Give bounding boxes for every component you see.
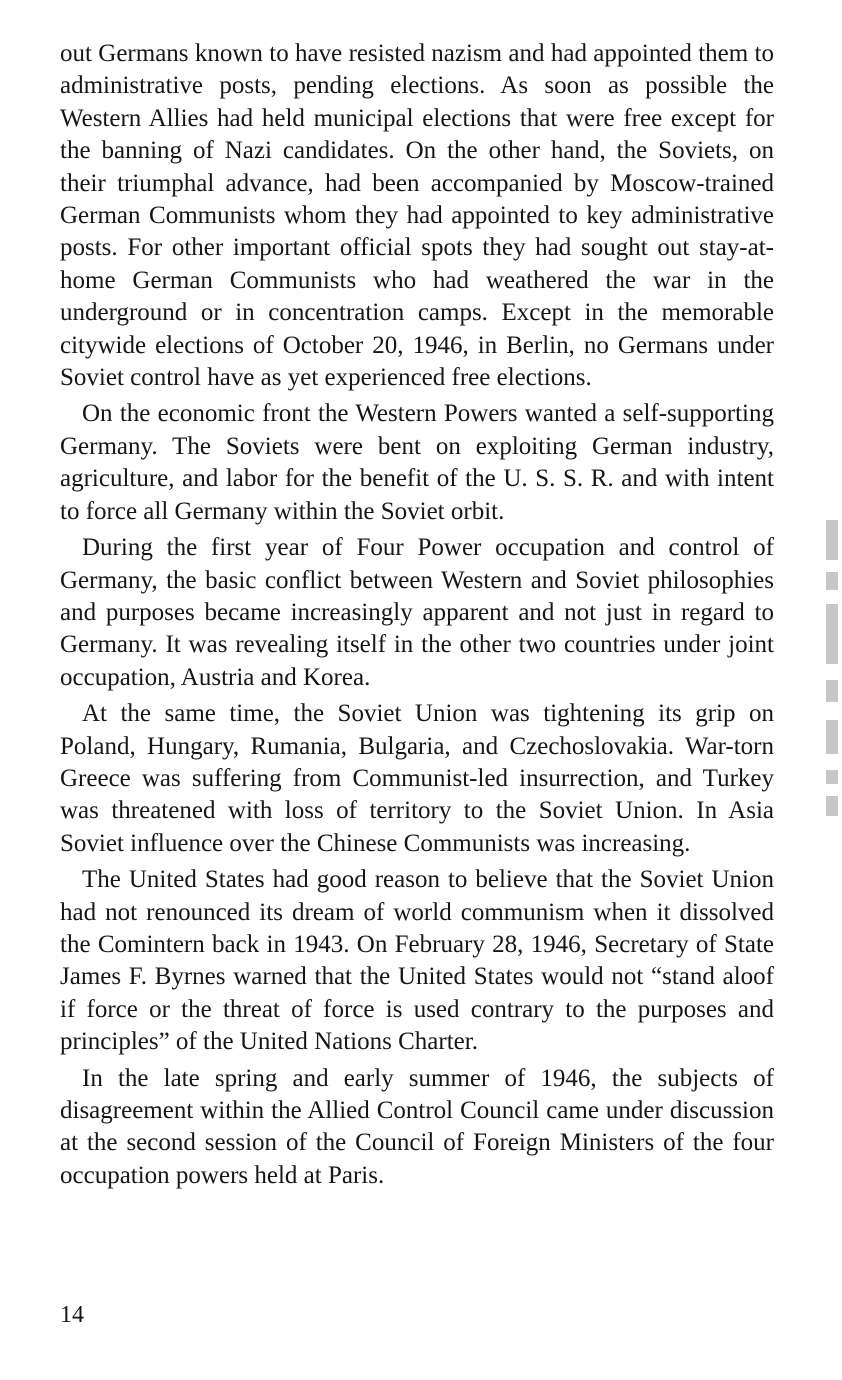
paragraph-continued: out Germans known to have resisted nazism and had appointed them to administrative posts, pending elections. As soon as possible the Western Allies had held municipal elections that were free except for the banning of Nazi candidates. On the other hand, the Soviets, on their triumphal advance, had been accompanied by Moscow-trained German Communists whom they had appointed to key administrative posts. For other important official spots they had sought out stay-at-home German Communists who had weathered the war in the underground or in concentration camps. Except in the memorable citywide elections of October 20, 1946, in Berlin, no Germans under Soviet control have as yet experienced free elections. — [60, 40, 774, 392]
paragraph-four-power-occupation: During the first year of Four Power occupation and control of Germany, the basic conflict between Western and Soviet philosophies and purposes became increasingly apparent and not just in regard to Germany. It was revealing itself in the other two countries under joint occupation, Austria and Korea. — [60, 534, 774, 691]
page-number: 14 — [60, 1302, 84, 1328]
scan-edge-artifact — [826, 520, 838, 820]
body-text — [60, 38, 774, 1196]
paragraph-paris-session: In the late spring and early summer of 1946, the subjects of disagreement within the Allied Control Council came under discussion at the second session of the Council of Foreign Ministers of the four occupation powers held at Paris. — [60, 1064, 774, 1189]
paragraph-economic-front: On the economic front the Western Powers wanted a self-supporting Germany. The Soviets were bent on exploiting German industry, agriculture, and labor for the benefit of the U. S. S. R. and with intent to force all Germany within the Soviet orbit. — [60, 400, 774, 525]
paragraph-byrnes-warning: The United States had good reason to believe that the Soviet Union had not renounced its dream of world communism when it dissolved the Comintern back in 1943. On February 28, 1946, Secretary of State James F. Byrnes warned that the United States would not “stand aloof if force or the threat of force is used contrary to the purposes and principles” of the United Nations Charter. — [60, 866, 774, 1056]
paragraph-soviet-grip: At the same time, the Soviet Union was tightening its grip on Poland, Hungary, Rumania, Bulgaria, and Czechoslovakia. War-torn Greece was suffering from Communist-led insurrection, and Turkey was threatened with loss of territory to the Soviet Union. In Asia Soviet influence over the Chinese Communists was increasing. — [60, 700, 774, 857]
